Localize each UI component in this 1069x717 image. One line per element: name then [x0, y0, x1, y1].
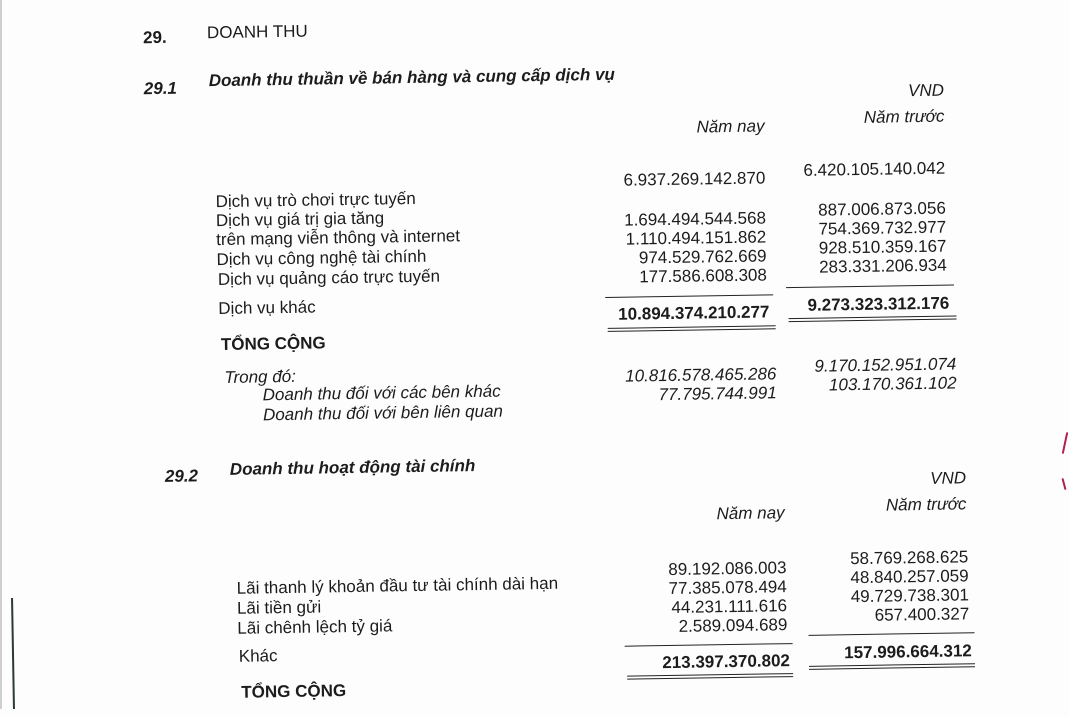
section-number: 29.: [142, 27, 167, 48]
total-label: TỔNG CỘNG: [241, 681, 347, 702]
subtotal-rule: [809, 632, 975, 636]
row-label: Doanh thu đối với các bên khác: [262, 381, 501, 405]
value-prior: 754.369.732.977: [818, 217, 947, 239]
total-prior: 157.996.664.312: [844, 641, 972, 663]
row-label: Dịch vụ công nghệ tài chính: [216, 246, 427, 270]
currency-label: VND: [907, 80, 945, 101]
section-title: DOANH THU: [206, 21, 308, 43]
total-underline: [809, 666, 975, 670]
value-current: 6.937.269.142.870: [623, 168, 766, 190]
total-prior: 9.273.323.312.176: [807, 293, 950, 315]
value-prior: 283.331.206.934: [818, 255, 947, 277]
value-prior: 58.769.268.625: [849, 547, 969, 569]
row-label-continued: trên mạng viễn thông và internet: [216, 226, 461, 250]
subsection-number: 29.2: [164, 466, 199, 486]
total-label: TỔNG CỘNG: [220, 333, 326, 355]
total-current: 213.397.370.802: [662, 651, 791, 673]
value-prior: 103.170.361.102: [828, 373, 957, 395]
subsection-number: 29.1: [143, 78, 178, 99]
total-underline: [627, 676, 793, 680]
value-prior: 48.840.257.059: [850, 566, 969, 588]
row-label: Doanh thu đối với bên liên quan: [262, 401, 504, 425]
value-current: 177.586.608.308: [639, 265, 767, 287]
row-label: Dịch vụ giá trị gia tăng: [215, 208, 385, 231]
column-header-prior-year: Năm trước: [863, 106, 945, 127]
value-prior: 928.510.359.167: [818, 236, 947, 258]
row-label: Dịch vụ khác: [218, 297, 316, 319]
value-prior: 657.400.327: [874, 604, 970, 625]
value-prior: 887.006.873.056: [818, 198, 946, 220]
total-current: 10.894.374.210.277: [618, 302, 770, 324]
value-current: 44.231.111.616: [671, 596, 788, 617]
row-label: Dịch vụ quảng cáo trực tuyến: [217, 266, 441, 290]
of-which-label: Trong đó:: [224, 366, 297, 387]
row-label: Lãi chênh lệch tỷ giá: [237, 616, 393, 638]
column-header-prior-year: Năm trước: [885, 494, 967, 515]
value-prior: 9.170.152.951.074: [814, 354, 957, 376]
value-prior: 49.729.738.301: [850, 585, 970, 607]
column-header-current-year: Năm nay: [696, 116, 765, 137]
value-current: 2.589.094.689: [678, 615, 788, 636]
row-label: Lãi thanh lý khoản đầu tư tài chính dài hạn: [236, 573, 559, 598]
value-current: 974.529.762.669: [638, 246, 767, 268]
total-underline: [608, 328, 776, 332]
subsection-title: Doanh thu thuần về bán hàng và cung cấp dịch vụ: [208, 64, 615, 91]
subtotal-rule: [625, 643, 793, 647]
value-current: 89.192.086.003: [668, 558, 787, 580]
row-label: Khác: [238, 646, 278, 666]
value-prior: 6.420.105.140.042: [803, 158, 946, 180]
subtotal-rule: [605, 294, 773, 298]
value-current: 1.694.494.544.568: [624, 208, 767, 230]
column-header-current-year: Năm nay: [716, 503, 785, 524]
row-label: Lãi tiền gửi: [236, 597, 322, 618]
currency-label: VND: [930, 468, 967, 488]
subtotal-rule: [786, 284, 954, 288]
row-label: Dịch vụ trò chơi trực tuyến: [215, 188, 416, 212]
total-underline: [789, 318, 957, 322]
value-current: 1.110.494.151.862: [625, 227, 767, 249]
subsection-title: Doanh thu hoạt động tài chính: [229, 456, 476, 479]
value-current: 10.816.578.465.286: [625, 364, 777, 386]
value-current: 77.795.744.991: [658, 383, 777, 405]
value-current: 77.385.078.494: [668, 577, 787, 599]
